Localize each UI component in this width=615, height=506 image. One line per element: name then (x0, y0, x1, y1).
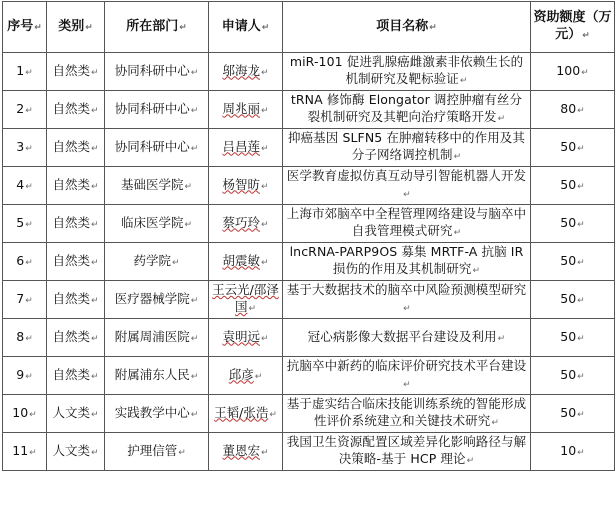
return-mark-icon: ↵ (85, 22, 93, 33)
return-mark-icon: ↵ (472, 266, 481, 276)
return-mark-icon: ↵ (190, 105, 199, 116)
cell-project-text: 上海市郊脑卒中全程管理网络建设与脑卒中自我管理模式研究 (286, 206, 527, 238)
return-mark-icon: ↵ (459, 76, 468, 86)
cell-category (47, 281, 105, 319)
cell-category-text: 自然类 (52, 290, 90, 306)
cell-no-text: 10 (12, 404, 29, 420)
cell-department (105, 319, 209, 357)
cell-no-text: 4 (16, 176, 25, 192)
header-amount: 资助额度（万元）↵ (531, 2, 615, 53)
return-mark-icon: ↵ (254, 371, 263, 382)
cell-project-text: lncRNA-PARP9OS 募集 MRTF-A 抗脑 IR 损伤的作用及其机制研究 (289, 244, 524, 276)
return-mark-icon: ↵ (90, 409, 99, 420)
return-mark-icon: ↵ (90, 67, 99, 78)
return-mark-icon: ↵ (260, 181, 269, 192)
cell-category-text: 自然类 (52, 138, 90, 154)
cell-project (283, 433, 531, 471)
cell-project (283, 357, 531, 395)
return-mark-icon: ↵ (577, 257, 585, 268)
return-mark-icon: ↵ (90, 181, 99, 192)
cell-department-text: 医疗器械学院 (114, 290, 190, 306)
return-mark-icon: ↵ (466, 456, 475, 466)
cell-category-text: 自然类 (52, 62, 90, 78)
return-mark-icon: ↵ (171, 257, 180, 268)
return-mark-icon: ↵ (248, 304, 257, 314)
return-mark-icon: ↵ (190, 295, 199, 306)
cell-no-text: 6 (16, 252, 25, 268)
return-mark-icon: ↵ (497, 333, 506, 344)
return-mark-icon: ↵ (90, 257, 99, 268)
table-row (3, 281, 615, 319)
header-no: 序号↵ (3, 2, 47, 53)
cell-no-text: 9 (16, 366, 25, 382)
return-mark-icon: ↵ (34, 22, 42, 33)
return-mark-icon: ↵ (491, 418, 500, 428)
return-mark-icon: ↵ (260, 219, 269, 230)
table-body (3, 53, 615, 471)
cell-applicant (209, 433, 283, 471)
return-mark-icon: ↵ (577, 143, 585, 154)
cell-department-text: 协同科研中心 (114, 138, 190, 154)
return-mark-icon: ↵ (577, 295, 585, 306)
cell-category-text: 自然类 (52, 100, 90, 116)
cell-amount-text: 50 (560, 366, 577, 382)
cell-no-text: 5 (16, 214, 25, 230)
return-mark-icon: ↵ (190, 333, 199, 344)
return-mark-icon: ↵ (577, 333, 585, 344)
return-mark-icon: ↵ (453, 228, 462, 238)
cell-no (3, 53, 47, 91)
cell-project-text: 基于虚实结合临床技能训练系统的智能形成性评价系统建立和关键技术研究 (286, 396, 527, 428)
return-mark-icon: ↵ (403, 380, 411, 390)
cell-amount (531, 319, 615, 357)
cell-project (283, 167, 531, 205)
grant-table (2, 1, 615, 471)
return-mark-icon: ↵ (29, 447, 37, 458)
cell-category (47, 357, 105, 395)
table-row (3, 205, 615, 243)
cell-project-text: tRNA 修饰酶 Elongator 调控肿瘤有丝分裂机制研究及其靶向治疗策略开发 (290, 92, 523, 124)
cell-department-text: 临床医学院 (120, 214, 184, 230)
return-mark-icon: ↵ (178, 447, 186, 458)
cell-department (105, 91, 209, 129)
cell-category-text: 自然类 (52, 366, 90, 382)
cell-no (3, 243, 47, 281)
return-mark-icon: ↵ (25, 371, 33, 382)
cell-amount-text: 80 (560, 100, 577, 116)
cell-amount-text: 100 (556, 62, 581, 78)
cell-project-text: 基于大数据技术的脑卒中风险预测模型研究 (286, 282, 527, 297)
cell-applicant-text: 周兆丽 (222, 100, 260, 116)
cell-category (47, 129, 105, 167)
cell-amount (531, 433, 615, 471)
cell-project (283, 319, 531, 357)
return-mark-icon: ↵ (90, 447, 99, 458)
cell-no (3, 167, 47, 205)
return-mark-icon: ↵ (403, 190, 411, 200)
cell-applicant (209, 167, 283, 205)
cell-applicant-text: 吕昌莲 (222, 138, 260, 154)
return-mark-icon: ↵ (260, 105, 269, 116)
cell-project (283, 281, 531, 319)
header-row (3, 2, 615, 53)
return-mark-icon: ↵ (497, 114, 506, 124)
cell-category (47, 167, 105, 205)
header-category: 类别↵ (47, 2, 105, 53)
cell-project (283, 205, 531, 243)
cell-amount-text: 50 (560, 404, 577, 420)
cell-project (283, 395, 531, 433)
return-mark-icon: ↵ (577, 409, 585, 420)
cell-no (3, 281, 47, 319)
cell-applicant (209, 281, 283, 319)
return-mark-icon: ↵ (577, 181, 585, 192)
return-mark-icon: ↵ (179, 22, 187, 33)
return-mark-icon: ↵ (577, 371, 585, 382)
cell-project-text: miR-101 促进乳腺癌雌激素非依赖生长的机制研究及靶标验证 (289, 54, 524, 86)
cell-category-text: 自然类 (52, 252, 90, 268)
cell-applicant-text: 王韬/张浩 (214, 404, 269, 420)
cell-category-text: 自然类 (52, 176, 90, 192)
cell-category-text: 自然类 (52, 328, 90, 344)
header-project: 项目名称↵ (283, 2, 531, 53)
cell-category-text: 人文类 (52, 442, 90, 458)
cell-amount (531, 205, 615, 243)
cell-department (105, 129, 209, 167)
return-mark-icon: ↵ (261, 22, 270, 33)
cell-no (3, 433, 47, 471)
return-mark-icon: ↵ (29, 409, 37, 420)
cell-category-text: 自然类 (52, 214, 90, 230)
cell-amount (531, 53, 615, 91)
return-mark-icon: ↵ (90, 105, 99, 116)
cell-department (105, 243, 209, 281)
cell-department-text: 护理信管 (127, 442, 178, 458)
cell-category (47, 319, 105, 357)
table-row (3, 357, 615, 395)
return-mark-icon: ↵ (260, 333, 269, 344)
return-mark-icon: ↵ (453, 152, 462, 162)
cell-no-text: 11 (12, 442, 29, 458)
return-mark-icon: ↵ (577, 105, 585, 116)
cell-department-text: 协同科研中心 (114, 100, 190, 116)
return-mark-icon: ↵ (25, 333, 33, 344)
table-row (3, 395, 615, 433)
cell-applicant-text: 袁明远 (222, 328, 260, 344)
return-mark-icon: ↵ (184, 219, 193, 230)
cell-department (105, 395, 209, 433)
cell-department (105, 433, 209, 471)
cell-category (47, 91, 105, 129)
header-applicant: 申请人↵ (209, 2, 283, 53)
cell-applicant-text: 王云光/邵泽国 (212, 282, 279, 314)
cell-no-text: 7 (16, 290, 25, 306)
return-mark-icon: ↵ (90, 333, 99, 344)
cell-department (105, 167, 209, 205)
cell-applicant (209, 243, 283, 281)
cell-applicant-text: 杨智昉 (222, 176, 260, 192)
cell-category (47, 433, 105, 471)
return-mark-icon: ↵ (260, 67, 269, 78)
cell-applicant (209, 395, 283, 433)
table-row (3, 433, 615, 471)
cell-applicant-text: 蔡巧玲 (222, 214, 260, 230)
cell-applicant-text: 邬海龙 (222, 62, 260, 78)
return-mark-icon: ↵ (260, 143, 269, 154)
cell-category-text: 人文类 (52, 404, 90, 420)
cell-amount (531, 357, 615, 395)
cell-applicant (209, 91, 283, 129)
return-mark-icon: ↵ (581, 67, 589, 78)
table-header (3, 2, 615, 53)
cell-no (3, 357, 47, 395)
table-row (3, 167, 615, 205)
cell-project-text: 我国卫生资源配置区域差异化影响路径与解决策略-基于 HCP 理论 (286, 434, 527, 466)
cell-amount-text: 50 (560, 328, 577, 344)
cell-no (3, 205, 47, 243)
cell-department-text: 药学院 (133, 252, 171, 268)
cell-amount (531, 395, 615, 433)
cell-no-text: 8 (16, 328, 25, 344)
return-mark-icon: ↵ (25, 219, 33, 230)
cell-category (47, 243, 105, 281)
return-mark-icon: ↵ (25, 143, 33, 154)
return-mark-icon: ↵ (582, 31, 590, 41)
cell-amount (531, 167, 615, 205)
table-row (3, 319, 615, 357)
cell-project-text: 抑癌基因 SLFN5 在肿瘤转移中的作用及其分子网络调控机制 (287, 130, 526, 162)
cell-project (283, 53, 531, 91)
cell-amount-text: 50 (560, 290, 577, 306)
return-mark-icon: ↵ (25, 181, 33, 192)
cell-department (105, 53, 209, 91)
cell-project-text: 抗脑卒中新药的临床评价研究技术平台建设 (286, 358, 527, 373)
return-mark-icon: ↵ (90, 295, 99, 306)
return-mark-icon: ↵ (190, 143, 199, 154)
cell-category (47, 205, 105, 243)
cell-department-text: 附属浦东人民 (114, 366, 190, 382)
cell-no-text: 1 (16, 62, 25, 78)
return-mark-icon: ↵ (403, 304, 411, 314)
cell-applicant (209, 205, 283, 243)
return-mark-icon: ↵ (90, 143, 99, 154)
table-row (3, 53, 615, 91)
cell-amount (531, 91, 615, 129)
cell-applicant (209, 319, 283, 357)
cell-no-text: 3 (16, 138, 25, 154)
cell-no (3, 91, 47, 129)
return-mark-icon: ↵ (577, 447, 585, 458)
return-mark-icon: ↵ (25, 105, 33, 116)
return-mark-icon: ↵ (190, 67, 199, 78)
cell-amount-text: 50 (560, 252, 577, 268)
return-mark-icon: ↵ (25, 67, 33, 78)
cell-no (3, 395, 47, 433)
cell-department-text: 附属周浦医院 (114, 328, 190, 344)
cell-project-text: 冠心病影像大数据平台建设及利用 (307, 328, 497, 344)
cell-applicant-text: 胡震敏 (222, 252, 260, 268)
cell-no (3, 319, 47, 357)
cell-amount-text: 50 (560, 214, 577, 230)
cell-category (47, 395, 105, 433)
table-row (3, 129, 615, 167)
cell-department (105, 357, 209, 395)
cell-amount (531, 129, 615, 167)
cell-department-text: 基础医学院 (120, 176, 184, 192)
return-mark-icon: ↵ (90, 219, 99, 230)
cell-applicant (209, 129, 283, 167)
cell-amount (531, 281, 615, 319)
return-mark-icon: ↵ (269, 409, 277, 420)
cell-applicant (209, 357, 283, 395)
return-mark-icon: ↵ (25, 295, 33, 306)
cell-project (283, 91, 531, 129)
return-mark-icon: ↵ (577, 219, 585, 230)
cell-amount-text: 50 (560, 176, 577, 192)
cell-department-text: 协同科研中心 (114, 62, 190, 78)
cell-no-text: 2 (16, 100, 25, 116)
return-mark-icon: ↵ (184, 181, 193, 192)
return-mark-icon: ↵ (25, 257, 33, 268)
cell-project (283, 243, 531, 281)
return-mark-icon: ↵ (429, 22, 437, 33)
cell-amount-text: 10 (560, 442, 577, 458)
cell-applicant-text: 邱彦 (228, 366, 254, 382)
cell-no (3, 129, 47, 167)
return-mark-icon: ↵ (90, 371, 99, 382)
return-mark-icon: ↵ (190, 409, 199, 420)
header-department: 所在部门↵ (105, 2, 209, 53)
return-mark-icon: ↵ (260, 257, 269, 268)
cell-applicant-text: 董恩宏 (222, 442, 260, 458)
cell-applicant (209, 53, 283, 91)
cell-project (283, 129, 531, 167)
cell-department-text: 实践教学中心 (114, 404, 190, 420)
cell-department (105, 205, 209, 243)
cell-amount (531, 243, 615, 281)
cell-category (47, 53, 105, 91)
table-row (3, 91, 615, 129)
cell-project-text: 医学教育虚拟仿真互动导引智能机器人开发 (286, 168, 527, 183)
table-row (3, 243, 615, 281)
cell-department (105, 281, 209, 319)
cell-amount-text: 50 (560, 138, 577, 154)
return-mark-icon: ↵ (260, 447, 269, 458)
return-mark-icon: ↵ (190, 371, 199, 382)
